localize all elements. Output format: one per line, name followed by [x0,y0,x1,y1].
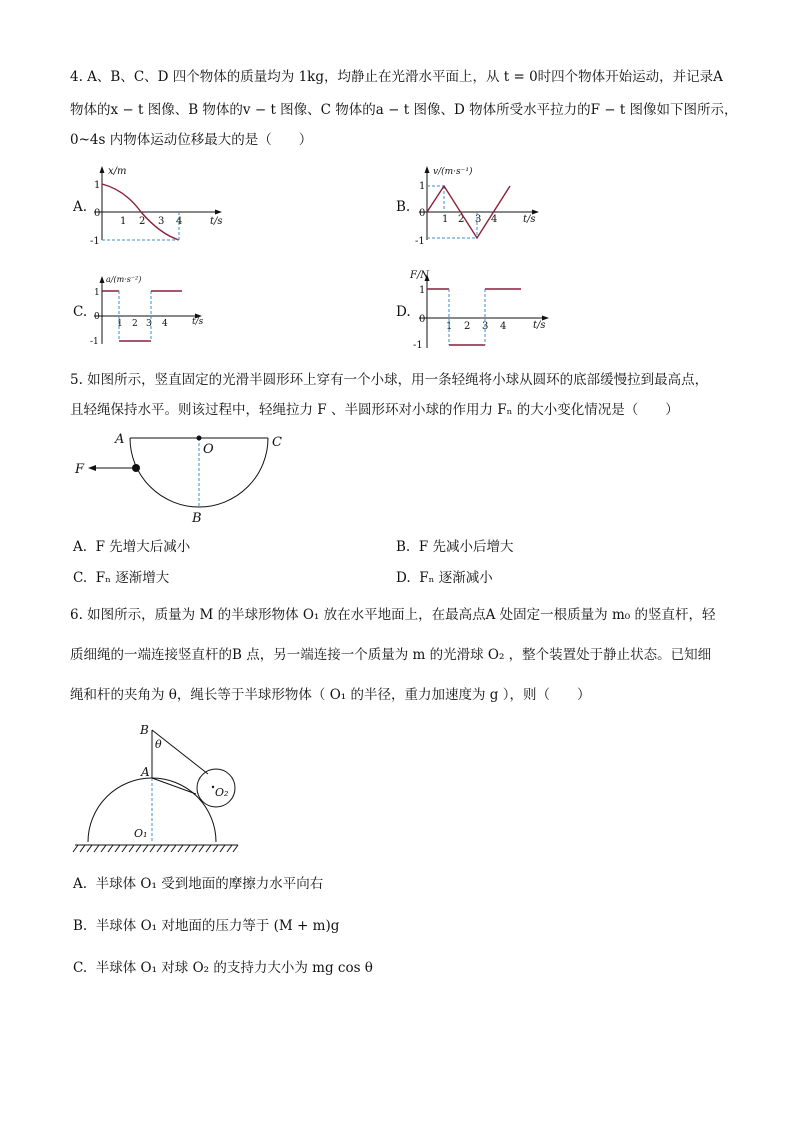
svg-text:0: 0 [419,208,426,219]
svg-text:0: 0 [94,208,101,219]
q5-option-d: D. Fₙ 逐渐减小 [396,570,493,586]
svg-text:4: 4 [162,319,168,329]
q6-option-a: A. 半球体 O₁ 受到地面的摩擦力水平向右 [73,876,324,892]
svg-text:2: 2 [464,321,471,332]
svg-text:-1: -1 [415,236,425,247]
q4-option-c-label: C. [73,304,88,320]
q4-option-a-label: A. [73,199,88,215]
q6-label-b: B [140,723,149,737]
q5-label-f: F [75,462,85,477]
q5-figure [70,428,300,528]
svg-text:1: 1 [117,319,123,329]
svg-text:-1: -1 [90,236,100,247]
q5-option-a: A. F 先增大后减小 [73,539,191,555]
q4-a-xlabel: t/s [210,216,223,227]
q6-line-3: 绳和杆的夹角为 θ，绳长等于半球形物体（ O₁ 的半径，重力加速度为 g ），则（ ） [70,687,591,703]
svg-text:4: 4 [176,216,183,227]
svg-text:1: 1 [442,214,449,225]
q5-line-1: 5. 如图所示，竖直固定的光滑半圆形环上穿有一个小球，用一条轻绳将小球从圆环的底部缓慢拉到最高点， [70,372,709,388]
svg-text:-1: -1 [90,337,99,347]
q4-line-2: 物体的x − t 图像、B 物体的v − t 图像、C 物体的a − t 图像、D 物体所受水平拉力的F − t 图像如下图所示， [70,102,738,118]
svg-text:4: 4 [491,214,498,225]
svg-text:1: 1 [94,180,101,191]
q4-a-ylabel: x/m [108,166,127,177]
q4-graph-d [405,268,565,358]
q5-option-b: B. F 先减小后增大 [396,539,514,555]
svg-text:0: 0 [94,312,100,322]
svg-text:3: 3 [146,319,152,329]
svg-text:4: 4 [500,321,507,332]
q4-graph-a [80,160,240,250]
q6-line-1: 6. 如图所示，质量为 M 的半球形物体 O₁ 放在水平地面上，在最高点A 处固定一根质量为 m₀ 的竖直杆，轻 [70,607,716,623]
q4-option-d-label: D. [396,304,411,320]
q6-label-o2: O₂ [215,786,229,799]
q4-graph-c [80,268,220,353]
q5-label-c: C [272,435,282,450]
q5-option-c: C. Fₙ 逐渐增大 [73,570,170,586]
q4-c-xlabel: t/s [192,317,204,327]
q4-d-xlabel: t/s [533,320,546,331]
svg-text:1: 1 [94,288,100,298]
svg-text:3: 3 [475,214,482,225]
svg-text:1: 1 [120,216,127,227]
q4-graph-b [405,160,565,250]
svg-text:2: 2 [132,319,138,329]
q4-b-xlabel: t/s [523,214,536,225]
q5-label-a: A [115,432,125,447]
q4-d-ylabel: F/N [410,270,430,281]
q4-c-ylabel: a/(m·s⁻²) [106,275,142,284]
q6-option-c: C. 半球体 O₁ 对球 O₂ 的支持力大小为 mg cos θ [73,960,373,976]
q5-label-o: O [203,442,214,457]
svg-text:3: 3 [158,216,165,227]
svg-text:-1: -1 [413,340,423,351]
q5-label-b: B [192,511,202,526]
q4-line-3: 0~4s 内物体运动位移最大的是（ ） [70,132,313,148]
svg-text:0: 0 [419,314,426,325]
svg-text:3: 3 [482,321,489,332]
q4-line-1: 4. A、B、C、D 四个物体的质量均为 1kg，均静止在光滑水平面上，从 t = 0时四个物体开始运动，并记录A [70,69,723,85]
q5-line-2: 且轻绳保持水平。则该过程中，轻绳拉力 F 、半圆形环对小球的作用力 Fₙ 的大小变化情况是（ ） [70,402,679,418]
q6-figure [70,718,250,858]
q6-option-b: B. 半球体 O₁ 对地面的压力等于 (M + m)g [73,918,340,934]
q4-option-b-label: B. [396,199,411,215]
q6-label-theta: θ [155,738,162,751]
svg-text:1: 1 [419,285,426,296]
svg-text:2: 2 [458,214,465,225]
q4-b-ylabel: v/(m·s⁻¹) [433,167,473,177]
q6-line-2: 质细绳的一端连接竖直杆的B 点，另一端连接一个质量为 m 的光滑球 O₂ ，整个装置处于静止状态。已知细 [70,647,712,663]
svg-text:1: 1 [446,321,453,332]
svg-text:1: 1 [419,181,426,192]
q6-label-o1: O₁ [134,827,148,840]
svg-text:2: 2 [139,216,146,227]
q6-label-a: A [141,765,150,779]
